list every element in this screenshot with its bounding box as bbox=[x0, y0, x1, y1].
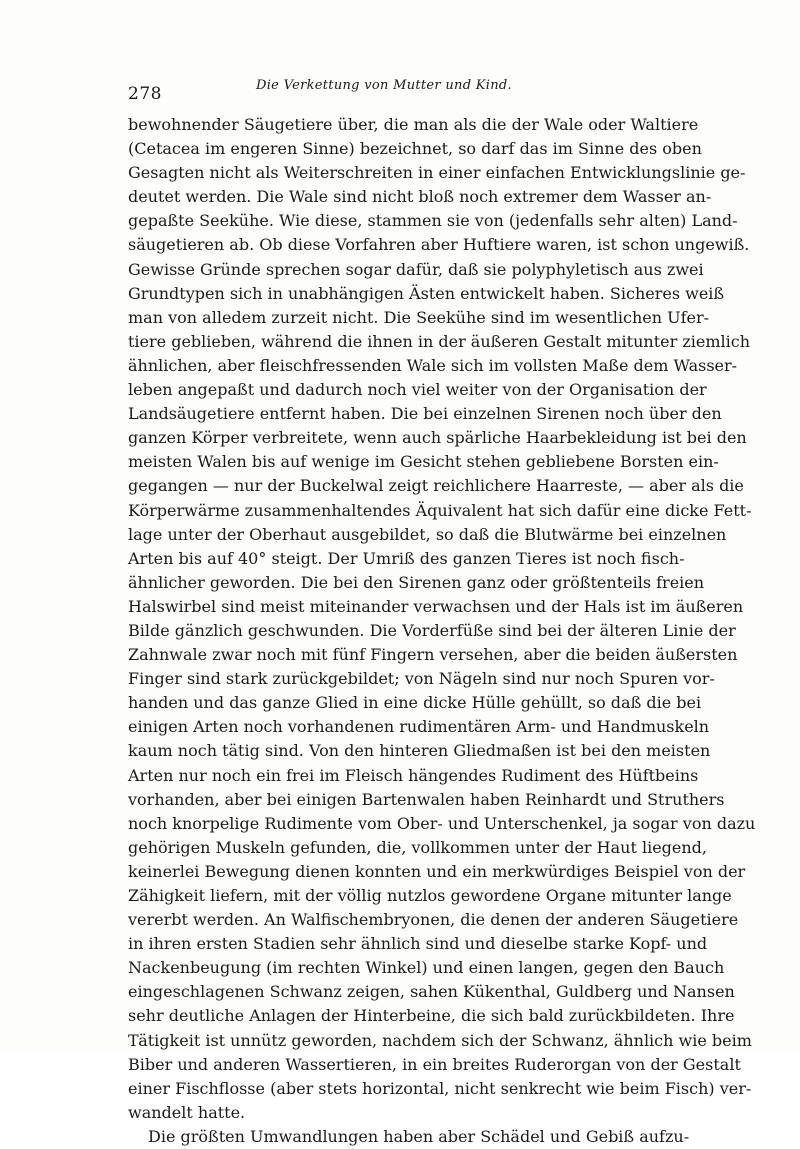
text-line: Körperwärme zusammenhaltendes Äquivalent hat sich dafür eine dicke Fett- bbox=[128, 500, 752, 520]
page-number: 278 bbox=[128, 84, 162, 104]
text-line: ganzen Körper verbreitete, wenn auch spärliche Haarbekleidung ist bei den bbox=[128, 428, 747, 448]
text-line: Tätigkeit ist unnütz geworden, nachdem sich der Schwanz, ähnlich wie beim bbox=[128, 1030, 752, 1050]
text-line: säugetieren ab. Ob diese Vorfahren aber Huftiere waren, ist schon ungewiß. bbox=[128, 235, 750, 255]
text-line: deutet werden. Die Wale sind nicht bloß noch extremer dem Wasser an- bbox=[128, 187, 712, 207]
text-line: Bilde gänzlich geschwunden. Die Vorderfüße sind bei der älteren Linie der bbox=[128, 620, 736, 640]
text-line: Gesagten nicht als Weiterschreiten in einer einfachen Entwicklungslinie ge- bbox=[128, 163, 746, 183]
text-line: kaum noch tätig sind. Von den hinteren Gliedmaßen ist bei den meisten bbox=[128, 741, 711, 761]
text-line: leben angepaßt und dadurch noch viel weiter von der Organisation der bbox=[128, 380, 707, 400]
text-line: gehörigen Muskeln gefunden, die, vollkommen unter der Haut liegend, bbox=[128, 837, 707, 857]
text-line: tiere geblieben, während die ihnen in der äußeren Gestalt mitunter ziemlich bbox=[128, 331, 751, 351]
text-line: vererbt werden. An Walfischembryonen, die denen der anderen Säugetiere bbox=[128, 910, 739, 930]
text-line: bewohnender Säugetiere über, die man als die der Wale oder Waltiere bbox=[128, 115, 699, 134]
text-line: meisten Walen bis auf wenige im Gesicht stehen gebliebene Borsten ein- bbox=[128, 452, 719, 472]
text-line: lage unter der Oberhaut ausgebildet, so daß die Blutwärme bei einzelnen bbox=[128, 524, 727, 544]
text-line: Gewisse Gründe sprechen sogar dafür, daß sie polyphyletisch aus zwei bbox=[128, 259, 704, 279]
running-head: Die Verkettung von Mutter und Kind. bbox=[256, 78, 512, 93]
text-line: sehr deutliche Anlagen der Hinterbeine, die sich bald zurückbildeten. Ihre bbox=[128, 1006, 735, 1026]
text-line: Grundtypen sich in unabhängigen Ästen entwickelt haben. Sicheres weiß bbox=[128, 283, 725, 303]
text-line: vorhanden, aber bei einigen Bartenwalen haben Reinhardt und Struthers bbox=[128, 789, 725, 809]
body-text bbox=[128, 113, 756, 1149]
text-line: keinerlei Bewegung dienen konnten und ein merkwürdiges Beispiel von der bbox=[128, 861, 746, 881]
text-line: in ihren ersten Stadien sehr ähnlich sind und dieselbe starke Kopf- und bbox=[128, 934, 708, 954]
text-line: Nackenbeugung (im rechten Winkel) und einen langen, gegen den Bauch bbox=[128, 958, 725, 978]
text-line: Zahnwale zwar noch mit fünf Fingern versehen, aber die beiden äußersten bbox=[128, 645, 738, 665]
text-line: handen und das ganze Glied in eine dicke Hülle gehüllt, so daß die bei bbox=[128, 693, 702, 713]
text-line: ähnlicher geworden. Die bei den Sirenen ganz oder größtenteils freien bbox=[128, 572, 705, 592]
text-line: (Cetacea im engeren Sinne) bezeichnet, so darf das im Sinne des oben bbox=[128, 139, 702, 159]
text-line: Die größten Umwandlungen haben aber Schädel und Gebiß aufzu- bbox=[148, 1126, 690, 1146]
text-line: eingeschlagenen Schwanz zeigen, sahen Kükenthal, Guldberg und Nansen bbox=[128, 982, 735, 1002]
text-line: noch knorpelige Rudimente vom Ober- und Unterschenkel, ja sogar von dazu bbox=[128, 813, 756, 833]
page-header bbox=[128, 78, 688, 102]
text-line: Halswirbel sind meist miteinander verwachsen und der Hals ist im äußeren bbox=[128, 596, 744, 616]
text-line: Finger sind stark zurückgebildet; von Nägeln sind nur noch Spuren vor- bbox=[128, 669, 715, 689]
text-line: einigen Arten noch vorhandenen rudimentären Arm- und Handmuskeln bbox=[128, 717, 710, 737]
text-line: Arten bis auf 40° steigt. Der Umriß des ganzen Tieres ist noch fisch- bbox=[128, 548, 685, 568]
text-line: gegangen — nur der Buckelwal zeigt reichlichere Haarreste, — aber als die bbox=[128, 476, 744, 496]
text-line: einer Fischflosse (aber stets horizontal, nicht senkrecht wie beim Fisch) ver- bbox=[128, 1078, 752, 1098]
text-line: Biber und anderen Wassertieren, in ein breites Ruderorgan von der Gestalt bbox=[128, 1054, 741, 1074]
text-line: ähnlichen, aber fleischfressenden Wale sich im vollsten Maße dem Wasser- bbox=[128, 355, 738, 375]
text-line: wandelt hatte. bbox=[128, 1102, 246, 1122]
text-line: gepaßte Seekühe. Wie diese, stammen sie von (jedenfalls sehr alten) Land- bbox=[128, 211, 738, 231]
text-line: Zähigkeit liefern, mit der völlig nutzlos gewordene Organe mitunter lange bbox=[128, 886, 732, 905]
text-line: Arten nur noch ein frei im Fleisch hängendes Rudiment des Hüftbeins bbox=[128, 765, 699, 785]
text-line: man von alledem zurzeit nicht. Die Seekühe sind im wesentlichen Ufer- bbox=[128, 307, 710, 327]
text-line: Landsäugetiere entfernt haben. Die bei einzelnen Sirenen noch über den bbox=[128, 404, 722, 424]
